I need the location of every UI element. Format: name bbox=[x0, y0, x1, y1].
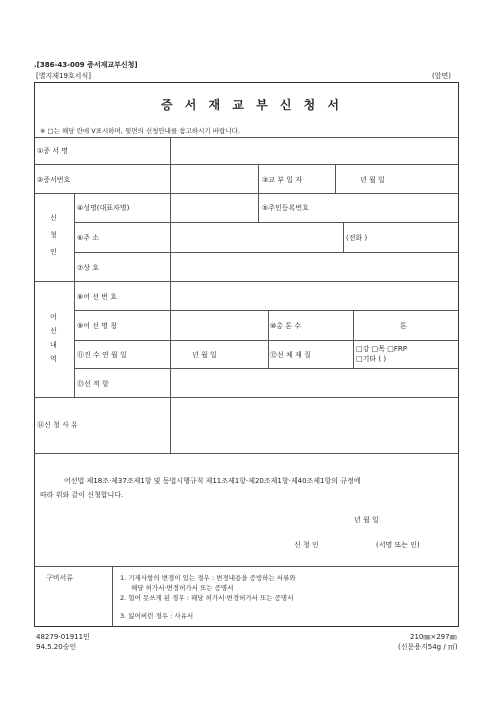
cert-no-label: ②증서번호 bbox=[37, 176, 71, 184]
col-line bbox=[353, 310, 354, 368]
col-line bbox=[170, 137, 171, 453]
row-line bbox=[74, 252, 459, 253]
row-line bbox=[74, 368, 459, 369]
resident-no-label: ⑤주민등록번호 bbox=[262, 204, 309, 212]
row-line bbox=[34, 193, 459, 194]
statement-date: 년 월 일 bbox=[354, 516, 379, 524]
vessel-group-label: 내 bbox=[50, 341, 57, 349]
tonnage-label: ⑩총 톤 수 bbox=[270, 322, 302, 330]
applicant-group-label: 신 bbox=[50, 214, 57, 222]
col-line bbox=[112, 566, 113, 627]
form-reference: [별지제19호서식] bbox=[36, 72, 91, 80]
paper-type: (신문용지54g / ㎡) bbox=[398, 643, 458, 651]
reason-label: ⑭신 청 사 유 bbox=[37, 421, 78, 429]
document-item-2: 2. 헐어 못쓰게 된 경우 : 해당 허가서·변경허가서 또는 증명서 bbox=[120, 594, 294, 602]
page-side: (앞면) bbox=[432, 72, 451, 80]
documents-label: 구비서류 bbox=[46, 574, 74, 582]
row-line bbox=[74, 310, 459, 311]
col-line bbox=[258, 164, 259, 222]
hull-options-other[interactable]: □기타 ( ) bbox=[356, 355, 387, 363]
form-code-footer: 48279-01911민 bbox=[36, 633, 90, 641]
statement-line-2: 따라 위와 같이 신청합니다. bbox=[40, 491, 124, 499]
document-item-1a: 1. 기재사항의 변경이 있는 경우 : 변경내용을 증빙하는 서류와 bbox=[120, 574, 296, 582]
col-line bbox=[343, 222, 344, 252]
row-line bbox=[34, 566, 459, 567]
signature-field[interactable]: (서명 또는 인) bbox=[376, 541, 420, 549]
cert-name-label: ①증 서 명 bbox=[37, 147, 69, 155]
launch-date-value: 년 월 일 bbox=[192, 351, 217, 359]
row-line bbox=[74, 222, 459, 223]
row-line bbox=[34, 397, 459, 398]
row-line bbox=[74, 340, 459, 341]
vessel-name-label: ⑨어 선 명 칭 bbox=[77, 322, 117, 330]
document-item-1b: 해당 허가서·변경허가서 또는 증명서 bbox=[131, 584, 234, 592]
document-item-3: 3. 잃어버린 경우 : 사유서 bbox=[120, 612, 194, 620]
form-note: ※ □는 해당 란에 V표시하며, 뒷면의 신청안내를 참고하시기 바랍니다. bbox=[40, 127, 240, 135]
col-line bbox=[74, 193, 75, 281]
statement-line-1: 어선법 제18조·제37조제1항 및 동법시행규칙 제11조제1항·제20조제1항·제40조제1항의 규정에 bbox=[64, 477, 361, 485]
form-code: .[386-43-009 증서재교부신청] bbox=[34, 61, 138, 69]
applicant-group-label: 인 bbox=[50, 248, 57, 256]
address-label: ⑥주 소 bbox=[77, 234, 100, 242]
col-line bbox=[335, 164, 336, 193]
hull-label: ⑫선 체 재 질 bbox=[270, 351, 311, 359]
row-line bbox=[34, 164, 459, 165]
trade-name-label: ⑦상 호 bbox=[77, 264, 100, 272]
port-label: ⑬선 적 항 bbox=[77, 380, 109, 388]
col-line bbox=[268, 310, 269, 368]
col-line bbox=[74, 281, 75, 397]
vessel-group-label: 역 bbox=[50, 355, 57, 363]
phone-label: (전화 ) bbox=[346, 234, 368, 242]
row-line bbox=[34, 453, 459, 454]
name-label: ④성명(대표자명) bbox=[77, 204, 130, 212]
row-line bbox=[34, 281, 459, 282]
form-title: 증 서 재 교 부 신 청 서 bbox=[161, 98, 343, 112]
issue-date-value: 년 월 일 bbox=[360, 176, 385, 184]
row-line bbox=[34, 137, 459, 138]
launch-date-label: ⑪진 수 연 월 일 bbox=[77, 351, 127, 359]
vessel-no-label: ⑧어 선 번 호 bbox=[77, 293, 117, 301]
signer-label: 신 청 인 bbox=[294, 541, 319, 549]
applicant-group-label: 청 bbox=[50, 231, 57, 239]
issue-date-label: ③교 부 일 자 bbox=[262, 176, 302, 184]
vessel-group-label: 어 bbox=[50, 313, 57, 321]
vessel-group-label: 선 bbox=[50, 327, 57, 335]
paper-size: 210㎜×297㎜ bbox=[410, 633, 457, 641]
hull-options-primary[interactable]: □강 □목 □FRP bbox=[356, 345, 407, 353]
tonnage-unit: 톤 bbox=[400, 322, 407, 330]
approval-date: 94.5.20승인 bbox=[36, 643, 77, 651]
